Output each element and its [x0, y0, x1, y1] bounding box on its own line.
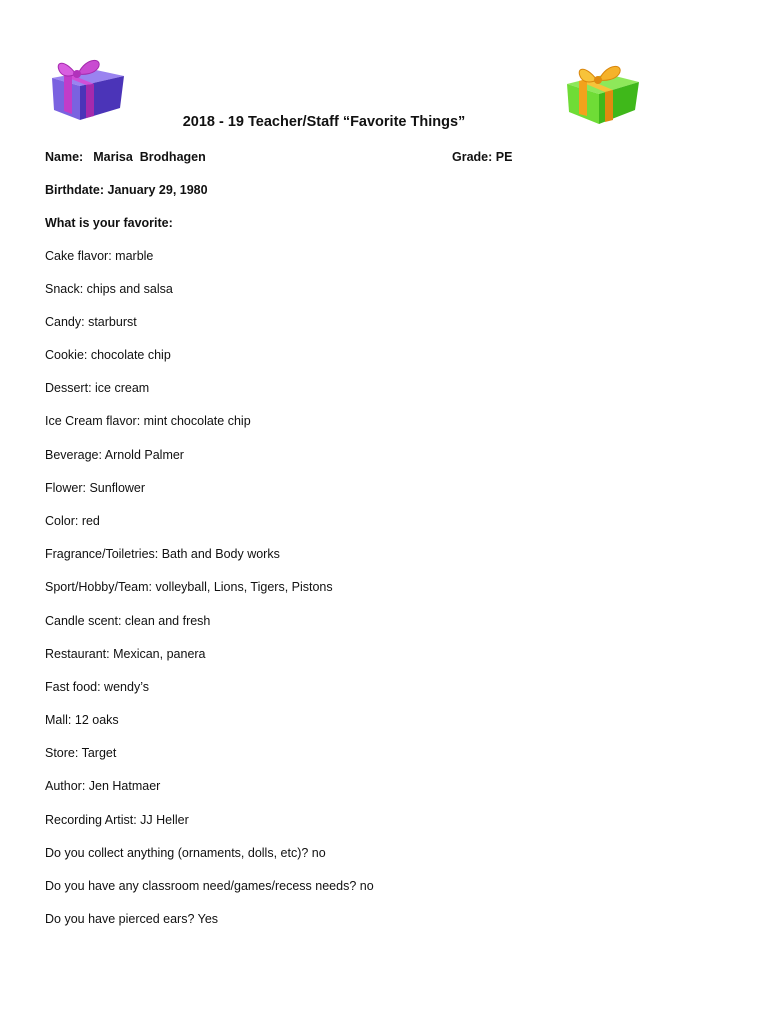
favorite-item: Mall: 12 oaks: [45, 713, 119, 727]
favorites-heading: What is your favorite:: [45, 216, 173, 230]
birthdate-label: Birthdate:: [45, 183, 105, 197]
favorite-item: Recording Artist: JJ Heller: [45, 813, 189, 827]
grade-line: [452, 150, 512, 164]
birthdate-line: [45, 183, 208, 197]
favorite-item: Fragrance/Toiletries: Bath and Body works: [45, 547, 280, 561]
birthdate-value: January 29, 1980: [107, 183, 208, 197]
favorite-item: Color: red: [45, 514, 100, 528]
grade-label: Grade:: [452, 150, 493, 164]
favorite-item: Snack: chips and salsa: [45, 282, 173, 296]
name-label: Name:: [45, 150, 84, 164]
favorite-item: Cookie: chocolate chip: [45, 348, 171, 362]
favorite-item: Ice Cream flavor: mint chocolate chip: [45, 414, 251, 428]
favorite-item: Candle scent: clean and fresh: [45, 614, 211, 628]
favorite-item: Cake flavor: marble: [45, 249, 154, 263]
name-line: [45, 150, 206, 164]
name-value: Marisa Brodhagen: [93, 150, 206, 164]
favorite-item: Author: Jen Hatmaer: [45, 779, 161, 793]
favorite-item: Do you have pierced ears? Yes: [45, 912, 219, 926]
favorite-item: Store: Target: [45, 746, 117, 760]
favorite-item: Fast food: wendy’s: [45, 680, 149, 694]
favorite-item: Candy: starburst: [45, 315, 137, 329]
favorite-item: Do you collect anything (ornaments, dolls, etc)? no: [45, 846, 326, 860]
grade-value: PE: [495, 150, 513, 164]
favorite-item: Beverage: Arnold Palmer: [45, 448, 184, 462]
favorite-item: Do you have any classroom need/games/recess needs? no: [45, 879, 374, 893]
favorite-item: Restaurant: Mexican, panera: [45, 647, 206, 661]
page-title: 2018 - 19 Teacher/Staff “Favorite Things”: [182, 114, 466, 130]
favorite-item: Dessert: ice cream: [45, 381, 150, 395]
purple-gift-box-icon: [46, 56, 128, 122]
favorite-item: Sport/Hobby/Team: volleyball, Lions, Tigers, Pistons: [45, 580, 333, 594]
favorite-item: Flower: Sunflower: [45, 481, 146, 495]
